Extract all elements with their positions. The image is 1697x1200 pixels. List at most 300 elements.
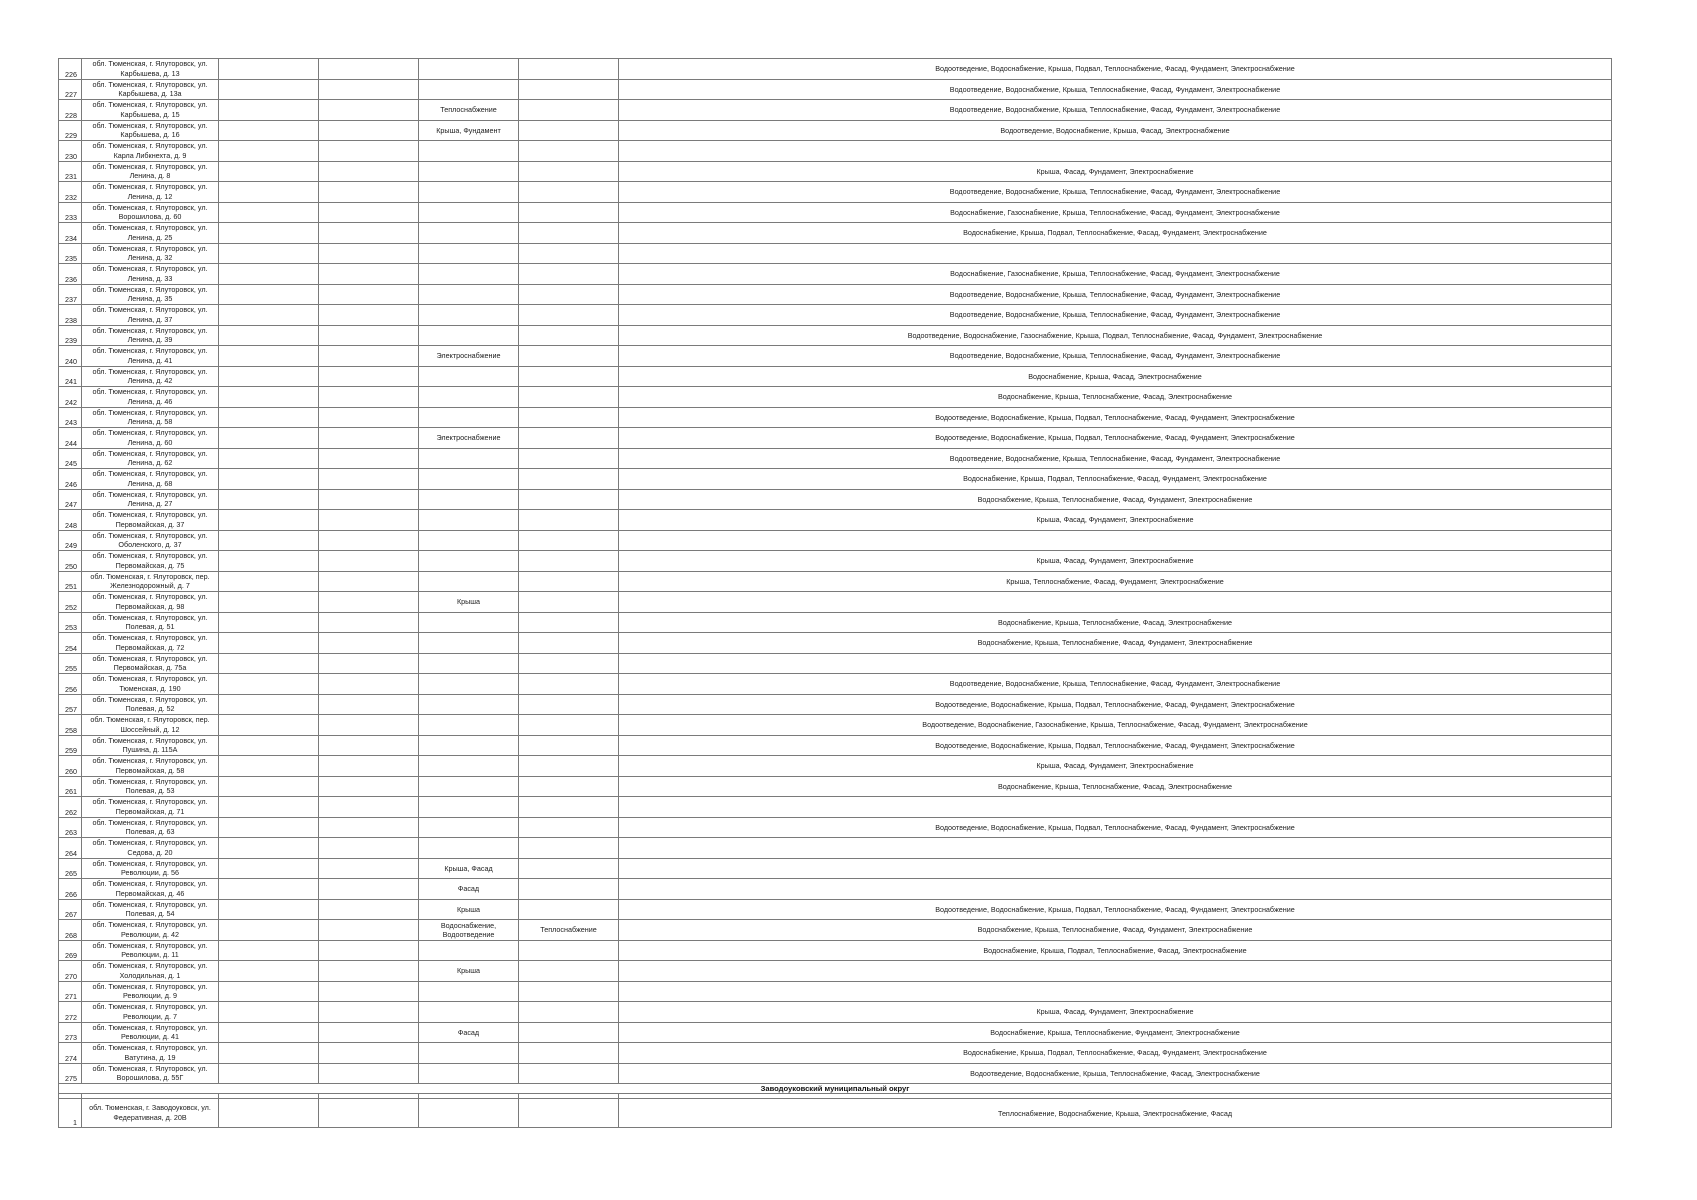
- table-row: [59, 612, 1612, 633]
- address-cell: обл. Тюменская, г. Ялуторовск, ул. Первомайская, д. 71: [82, 797, 219, 818]
- plan-cell-2: [419, 325, 519, 346]
- plan-cell-1: [319, 120, 419, 141]
- row-number: 230: [59, 141, 82, 162]
- plan-cell-2: [419, 182, 519, 203]
- row-number: 247: [59, 489, 82, 510]
- plan-cell-1: [319, 858, 419, 879]
- address-cell: обл. Тюменская, г. Ялуторовск, ул. Ворошилова, д. 60: [82, 202, 219, 223]
- works-cell: Водоснабжение, Крыша, Теплоснабжение, Фундамент, Электроснабжение: [619, 1022, 1612, 1043]
- plan-cell-1: [319, 776, 419, 797]
- works-cell: Водоотведение, Водоснабжение, Газоснабжение, Крыша, Теплоснабжение, Фасад, Фундамент, Электроснабжение: [619, 715, 1612, 736]
- empty-cell: [219, 571, 319, 592]
- section-header-row: [59, 1084, 1612, 1094]
- plan-cell-2: [419, 981, 519, 1002]
- plan-cell-3: [519, 653, 619, 674]
- plan-cell-2: [419, 674, 519, 695]
- row-number: 248: [59, 510, 82, 531]
- row-number: 226: [59, 59, 82, 80]
- plan-cell-3: [519, 346, 619, 367]
- plan-cell-3: [519, 735, 619, 756]
- table-row: [59, 920, 1612, 941]
- works-cell: Водоснабжение, Газоснабжение, Крыша, Теплоснабжение, Фасад, Фундамент, Электроснабжение: [619, 264, 1612, 285]
- plan-cell-3: [519, 1063, 619, 1084]
- address-cell: обл. Тюменская, г. Ялуторовск, ул. Оболенского, д. 37: [82, 530, 219, 551]
- address-cell: обл. Тюменская, г. Ялуторовск, ул. Ленина, д. 8: [82, 161, 219, 182]
- works-cell: [619, 530, 1612, 551]
- works-cell: Водоснабжение, Крыша, Теплоснабжение, Фасад, Фундамент, Электроснабжение: [619, 633, 1612, 654]
- plan-cell-3: [519, 141, 619, 162]
- address-cell: обл. Тюменская, г. Ялуторовск, пер. Шоссейный, д. 12: [82, 715, 219, 736]
- plan-cell-2: [419, 264, 519, 285]
- plan-cell-2: Крыша, Фасад: [419, 858, 519, 879]
- empty-cell: [219, 469, 319, 490]
- plan-cell-2: [419, 407, 519, 428]
- table-row: [59, 489, 1612, 510]
- address-cell: обл. Тюменская, г. Ялуторовск, ул. Ленина, д. 37: [82, 305, 219, 326]
- plan-cell-1: [319, 325, 419, 346]
- plan-cell-2: [419, 612, 519, 633]
- plan-cell-2: [419, 510, 519, 531]
- plan-cell-3: [519, 161, 619, 182]
- address-cell: обл. Тюменская, г. Ялуторовск, ул. Первомайская, д. 46: [82, 879, 219, 900]
- row-number: 266: [59, 879, 82, 900]
- table-row: [59, 469, 1612, 490]
- works-cell: Водоотведение, Водоснабжение, Крыша, Подвал, Теплоснабжение, Фасад, Фундамент, Электроснабжение: [619, 428, 1612, 449]
- plan-cell-1: [319, 735, 419, 756]
- empty-cell: [219, 407, 319, 428]
- works-cell: Водоотведение, Водоснабжение, Крыша, Теплоснабжение, Фасад, Фундамент, Электроснабжение: [619, 346, 1612, 367]
- address-cell: обл. Тюменская, г. Ялуторовск, ул. Ленина, д. 62: [82, 448, 219, 469]
- empty-cell: [219, 223, 319, 244]
- plan-cell-1: [319, 715, 419, 736]
- table-row: [59, 305, 1612, 326]
- plan-cell-3: [519, 571, 619, 592]
- row-number: 253: [59, 612, 82, 633]
- address-cell: обл. Тюменская, г. Ялуторовск, пер. Железнодорожный, д. 7: [82, 571, 219, 592]
- table-row: [59, 1043, 1612, 1064]
- empty-cell: [219, 366, 319, 387]
- section-title: Заводоуковский муниципальный округ: [59, 1084, 1612, 1094]
- plan-cell-3: [519, 592, 619, 613]
- plan-cell-3: [519, 858, 619, 879]
- table-row: [59, 838, 1612, 859]
- table-row: [59, 100, 1612, 121]
- plan-cell-1: [319, 223, 419, 244]
- plan-cell-2: [419, 141, 519, 162]
- empty-cell: [219, 735, 319, 756]
- address-cell: обл. Тюменская, г. Ялуторовск, ул. Карбышева, д. 13: [82, 59, 219, 80]
- works-cell: Водоотведение, Водоснабжение, Крыша, Подвал, Теплоснабжение, Фасад, Фундамент, Электроснабжение: [619, 694, 1612, 715]
- empty-cell: [219, 920, 319, 941]
- row-number: 257: [59, 694, 82, 715]
- plan-cell-1: [319, 59, 419, 80]
- works-cell: Крыша, Фасад, Фундамент, Электроснабжение: [619, 551, 1612, 572]
- plan-cell-2: [419, 59, 519, 80]
- table-row: [59, 961, 1612, 982]
- address-cell: обл. Тюменская, г. Ялуторовск, ул. Революции, д. 41: [82, 1022, 219, 1043]
- table-row: [59, 879, 1612, 900]
- table-row: [59, 653, 1612, 674]
- plan-cell-1: [319, 202, 419, 223]
- works-cell: Крыша, Фасад, Фундамент, Электроснабжение: [619, 161, 1612, 182]
- address-cell: обл. Тюменская, г. Ялуторовск, ул. Ленина, д. 46: [82, 387, 219, 408]
- empty-cell: [219, 674, 319, 695]
- plan-cell-1: [319, 284, 419, 305]
- address-cell: обл. Тюменская, г. Ялуторовск, ул. Ленина, д. 35: [82, 284, 219, 305]
- empty-cell: [219, 756, 319, 777]
- empty-cell: [219, 161, 319, 182]
- table-row: [59, 1063, 1612, 1084]
- table-row: [59, 756, 1612, 777]
- table-row: [59, 694, 1612, 715]
- plan-cell-2: [419, 1099, 519, 1128]
- works-cell: Водоотведение, Водоснабжение, Газоснабжение, Крыша, Подвал, Теплоснабжение, Фасад, Фундамент, Электроснабжение: [619, 325, 1612, 346]
- plan-cell-2: [419, 284, 519, 305]
- plan-cell-2: [419, 161, 519, 182]
- address-cell: обл. Тюменская, г. Ялуторовск, ул. Полевая, д. 52: [82, 694, 219, 715]
- plan-cell-1: [319, 879, 419, 900]
- works-cell: [619, 141, 1612, 162]
- empty-cell: [219, 1099, 319, 1128]
- works-cell: [619, 592, 1612, 613]
- empty-cell: [219, 858, 319, 879]
- plan-cell-3: [519, 981, 619, 1002]
- plan-cell-3: [519, 838, 619, 859]
- plan-cell-2: [419, 448, 519, 469]
- table-row: [59, 387, 1612, 408]
- address-cell: обл. Тюменская, г. Ялуторовск, ул. Ленина, д. 42: [82, 366, 219, 387]
- plan-cell-1: [319, 1099, 419, 1128]
- plan-cell-1: [319, 1043, 419, 1064]
- plan-cell-1: [319, 346, 419, 367]
- works-cell: Теплоснабжение, Водоснабжение, Крыша, Электроснабжение, Фасад: [619, 1099, 1612, 1128]
- plan-cell-1: [319, 694, 419, 715]
- row-number: 263: [59, 817, 82, 838]
- plan-cell-3: [519, 633, 619, 654]
- empty-cell: [219, 79, 319, 100]
- plan-cell-2: Крыша: [419, 592, 519, 613]
- works-cell: Водоотведение, Водоснабжение, Крыша, Подвал, Теплоснабжение, Фасад, Фундамент, Электроснабжение: [619, 899, 1612, 920]
- plan-cell-1: [319, 141, 419, 162]
- empty-cell: [219, 981, 319, 1002]
- plan-cell-2: [419, 530, 519, 551]
- plan-cell-3: [519, 428, 619, 449]
- row-number: 256: [59, 674, 82, 695]
- empty-cell: [219, 100, 319, 121]
- plan-cell-1: [319, 182, 419, 203]
- plan-cell-2: [419, 694, 519, 715]
- empty-cell: [219, 633, 319, 654]
- works-cell: Водоотведение, Водоснабжение, Крыша, Подвал, Теплоснабжение, Фасад, Фундамент, Электроснабжение: [619, 735, 1612, 756]
- empty-cell: [219, 715, 319, 736]
- empty-cell: [219, 428, 319, 449]
- works-cell: Крыша, Теплоснабжение, Фасад, Фундамент, Электроснабжение: [619, 571, 1612, 592]
- plan-cell-1: [319, 243, 419, 264]
- plan-cell-1: [319, 981, 419, 1002]
- row-number: 1: [59, 1099, 82, 1128]
- address-cell: обл. Тюменская, г. Ялуторовск, ул. Первомайская, д. 98: [82, 592, 219, 613]
- table-row: [59, 633, 1612, 654]
- empty-cell: [219, 797, 319, 818]
- address-cell: обл. Тюменская, г. Ялуторовск, ул. Революции, д. 42: [82, 920, 219, 941]
- plan-cell-1: [319, 428, 419, 449]
- plan-cell-1: [319, 510, 419, 531]
- plan-cell-2: Фасад: [419, 879, 519, 900]
- table-row: [59, 366, 1612, 387]
- plan-cell-2: [419, 202, 519, 223]
- address-cell: обл. Тюменская, г. Ялуторовск, ул. Ленина, д. 39: [82, 325, 219, 346]
- table-row: [59, 817, 1612, 838]
- row-number: 236: [59, 264, 82, 285]
- empty-cell: [219, 961, 319, 982]
- row-number: 268: [59, 920, 82, 941]
- plan-cell-3: [519, 387, 619, 408]
- works-cell: Водоснабжение, Крыша, Теплоснабжение, Фасад, Фундамент, Электроснабжение: [619, 489, 1612, 510]
- table-row: [59, 284, 1612, 305]
- address-cell: обл. Тюменская, г. Ялуторовск, ул. Революции, д. 9: [82, 981, 219, 1002]
- row-number: 259: [59, 735, 82, 756]
- empty-cell: [219, 120, 319, 141]
- row-number: 273: [59, 1022, 82, 1043]
- works-cell: Водоснабжение, Крыша, Подвал, Теплоснабжение, Фасад, Фундамент, Электроснабжение: [619, 469, 1612, 490]
- works-cell: Водоотведение, Водоснабжение, Крыша, Теплоснабжение, Фасад, Фундамент, Электроснабжение: [619, 674, 1612, 695]
- table-row: [59, 797, 1612, 818]
- works-cell: [619, 858, 1612, 879]
- empty-cell: [219, 59, 319, 80]
- row-number: 262: [59, 797, 82, 818]
- address-cell: обл. Тюменская, г. Ялуторовск, ул. Полевая, д. 53: [82, 776, 219, 797]
- works-cell: [619, 838, 1612, 859]
- address-cell: обл. Тюменская, г. Заводоуковск, ул. Федеративная, д. 20В: [82, 1099, 219, 1128]
- plan-cell-3: [519, 530, 619, 551]
- empty-cell: [219, 141, 319, 162]
- address-cell: обл. Тюменская, г. Ялуторовск, ул. Пушина, д. 115А: [82, 735, 219, 756]
- plan-cell-2: [419, 633, 519, 654]
- empty-cell: [219, 264, 319, 285]
- plan-cell-2: [419, 756, 519, 777]
- empty-cell: [219, 879, 319, 900]
- plan-cell-2: Крыша, Фундамент: [419, 120, 519, 141]
- plan-cell-1: [319, 612, 419, 633]
- table-row: [59, 243, 1612, 264]
- row-number: 240: [59, 346, 82, 367]
- table-row: [59, 182, 1612, 203]
- plan-cell-2: [419, 469, 519, 490]
- address-cell: обл. Тюменская, г. Ялуторовск, ул. Тюменская, д. 190: [82, 674, 219, 695]
- works-cell: Водоснабжение, Крыша, Теплоснабжение, Фасад, Фундамент, Электроснабжение: [619, 920, 1612, 941]
- plan-cell-1: [319, 530, 419, 551]
- works-cell: Водоснабжение, Крыша, Теплоснабжение, Фасад, Электроснабжение: [619, 387, 1612, 408]
- table-row: [59, 776, 1612, 797]
- plan-cell-3: [519, 1043, 619, 1064]
- empty-cell: [219, 387, 319, 408]
- row-number: 261: [59, 776, 82, 797]
- plan-cell-2: [419, 797, 519, 818]
- works-cell: Водоотведение, Водоснабжение, Крыша, Подвал, Теплоснабжение, Фасад, Фундамент, Электроснабжение: [619, 817, 1612, 838]
- empty-cell: [219, 243, 319, 264]
- empty-cell: [219, 592, 319, 613]
- plan-cell-2: [419, 715, 519, 736]
- address-cell: обл. Тюменская, г. Ялуторовск, ул. Ватутина, д. 19: [82, 1043, 219, 1064]
- table-row: [59, 1099, 1612, 1128]
- plan-cell-2: [419, 551, 519, 572]
- plan-cell-1: [319, 161, 419, 182]
- plan-cell-2: [419, 243, 519, 264]
- table-row: [59, 674, 1612, 695]
- row-number: 252: [59, 592, 82, 613]
- address-cell: обл. Тюменская, г. Ялуторовск, ул. Первомайская, д. 72: [82, 633, 219, 654]
- plan-cell-2: [419, 571, 519, 592]
- empty-cell: [219, 1002, 319, 1023]
- table-row: [59, 141, 1612, 162]
- plan-cell-3: [519, 223, 619, 244]
- plan-cell-1: [319, 592, 419, 613]
- plan-cell-1: [319, 79, 419, 100]
- row-number: 239: [59, 325, 82, 346]
- empty-cell: [219, 551, 319, 572]
- empty-cell: [219, 776, 319, 797]
- plan-cell-3: [519, 510, 619, 531]
- plan-cell-1: [319, 838, 419, 859]
- plan-cell-1: [319, 961, 419, 982]
- plan-cell-2: [419, 223, 519, 244]
- empty-cell: [219, 530, 319, 551]
- address-cell: обл. Тюменская, г. Ялуторовск, ул. Ленина, д. 32: [82, 243, 219, 264]
- row-number: 269: [59, 940, 82, 961]
- row-number: 242: [59, 387, 82, 408]
- row-number: 250: [59, 551, 82, 572]
- address-cell: обл. Тюменская, г. Ялуторовск, ул. Ленина, д. 58: [82, 407, 219, 428]
- address-cell: обл. Тюменская, г. Ялуторовск, ул. Первомайская, д. 37: [82, 510, 219, 531]
- row-number: 231: [59, 161, 82, 182]
- plan-cell-2: [419, 735, 519, 756]
- plan-cell-3: [519, 59, 619, 80]
- plan-cell-2: Электроснабжение: [419, 428, 519, 449]
- plan-cell-2: Крыша: [419, 961, 519, 982]
- table-row: [59, 592, 1612, 613]
- address-cell: обл. Тюменская, г. Ялуторовск, ул. Первомайская, д. 75: [82, 551, 219, 572]
- plan-cell-3: [519, 797, 619, 818]
- empty-cell: [219, 510, 319, 531]
- empty-cell: [219, 838, 319, 859]
- plan-cell-3: Теплоснабжение: [519, 920, 619, 941]
- table-row: [59, 571, 1612, 592]
- table-row: [59, 735, 1612, 756]
- plan-cell-3: [519, 202, 619, 223]
- plan-cell-2: Теплоснабжение: [419, 100, 519, 121]
- repair-schedule-table: [58, 58, 1612, 1128]
- address-cell: обл. Тюменская, г. Ялуторовск, ул. Карбышева, д. 13а: [82, 79, 219, 100]
- address-cell: обл. Тюменская, г. Ялуторовск, ул. Революции, д. 11: [82, 940, 219, 961]
- plan-cell-1: [319, 469, 419, 490]
- row-number: 274: [59, 1043, 82, 1064]
- plan-cell-1: [319, 797, 419, 818]
- plan-cell-3: [519, 961, 619, 982]
- row-number: 272: [59, 1002, 82, 1023]
- plan-cell-3: [519, 1002, 619, 1023]
- plan-cell-3: [519, 715, 619, 736]
- row-number: 237: [59, 284, 82, 305]
- plan-cell-3: [519, 284, 619, 305]
- plan-cell-2: [419, 489, 519, 510]
- plan-cell-1: [319, 448, 419, 469]
- plan-cell-1: [319, 551, 419, 572]
- table-row: [59, 428, 1612, 449]
- table-row: [59, 448, 1612, 469]
- plan-cell-3: [519, 305, 619, 326]
- plan-cell-2: Электроснабжение: [419, 346, 519, 367]
- table-row: [59, 325, 1612, 346]
- plan-cell-3: [519, 407, 619, 428]
- works-cell: Водоснабжение, Крыша, Теплоснабжение, Фасад, Электроснабжение: [619, 612, 1612, 633]
- plan-cell-1: [319, 407, 419, 428]
- plan-cell-2: [419, 1063, 519, 1084]
- table-row: [59, 223, 1612, 244]
- works-cell: Водоотведение, Водоснабжение, Крыша, Теплоснабжение, Фасад, Фундамент, Электроснабжение: [619, 284, 1612, 305]
- empty-cell: [219, 653, 319, 674]
- plan-cell-1: [319, 264, 419, 285]
- empty-cell: [219, 448, 319, 469]
- empty-cell: [219, 325, 319, 346]
- row-number: 246: [59, 469, 82, 490]
- row-number: 258: [59, 715, 82, 736]
- row-number: 255: [59, 653, 82, 674]
- address-cell: обл. Тюменская, г. Ялуторовск, ул. Карла Либкнехта, д. 9: [82, 141, 219, 162]
- address-cell: обл. Тюменская, г. Ялуторовск, ул. Первомайская, д. 75а: [82, 653, 219, 674]
- plan-cell-2: Крыша: [419, 899, 519, 920]
- row-number: 241: [59, 366, 82, 387]
- table-row: [59, 79, 1612, 100]
- address-cell: обл. Тюменская, г. Ялуторовск, ул. Карбышева, д. 15: [82, 100, 219, 121]
- table-row: [59, 120, 1612, 141]
- table-row: [59, 202, 1612, 223]
- address-cell: обл. Тюменская, г. Ялуторовск, ул. Полевая, д. 63: [82, 817, 219, 838]
- address-cell: обл. Тюменская, г. Ялуторовск, ул. Полевая, д. 51: [82, 612, 219, 633]
- table-row: [59, 264, 1612, 285]
- works-cell: [619, 653, 1612, 674]
- works-cell: Водоснабжение, Крыша, Фасад, Электроснабжение: [619, 366, 1612, 387]
- table-row: [59, 407, 1612, 428]
- empty-cell: [219, 305, 319, 326]
- plan-cell-3: [519, 940, 619, 961]
- empty-cell: [219, 817, 319, 838]
- plan-cell-3: [519, 120, 619, 141]
- plan-cell-3: [519, 264, 619, 285]
- table-row: [59, 530, 1612, 551]
- address-cell: обл. Тюменская, г. Ялуторовск, ул. Полевая, д. 54: [82, 899, 219, 920]
- plan-cell-3: [519, 79, 619, 100]
- row-number: 271: [59, 981, 82, 1002]
- row-number: 267: [59, 899, 82, 920]
- plan-cell-1: [319, 571, 419, 592]
- works-cell: Водоотведение, Водоснабжение, Крыша, Подвал, Теплоснабжение, Фасад, Фундамент, Электроснабжение: [619, 407, 1612, 428]
- plan-cell-3: [519, 551, 619, 572]
- row-number: 254: [59, 633, 82, 654]
- plan-cell-2: [419, 838, 519, 859]
- works-cell: Водоснабжение, Крыша, Подвал, Теплоснабжение, Фасад, Фундамент, Электроснабжение: [619, 223, 1612, 244]
- empty-cell: [219, 1063, 319, 1084]
- plan-cell-1: [319, 940, 419, 961]
- plan-cell-3: [519, 448, 619, 469]
- address-cell: обл. Тюменская, г. Ялуторовск, ул. Ленина, д. 25: [82, 223, 219, 244]
- plan-cell-3: [519, 674, 619, 695]
- row-number: 232: [59, 182, 82, 203]
- row-number: 265: [59, 858, 82, 879]
- plan-cell-1: [319, 366, 419, 387]
- plan-cell-2: [419, 387, 519, 408]
- plan-cell-2: [419, 776, 519, 797]
- address-cell: обл. Тюменская, г. Ялуторовск, ул. Ворошилова, д. 55Г: [82, 1063, 219, 1084]
